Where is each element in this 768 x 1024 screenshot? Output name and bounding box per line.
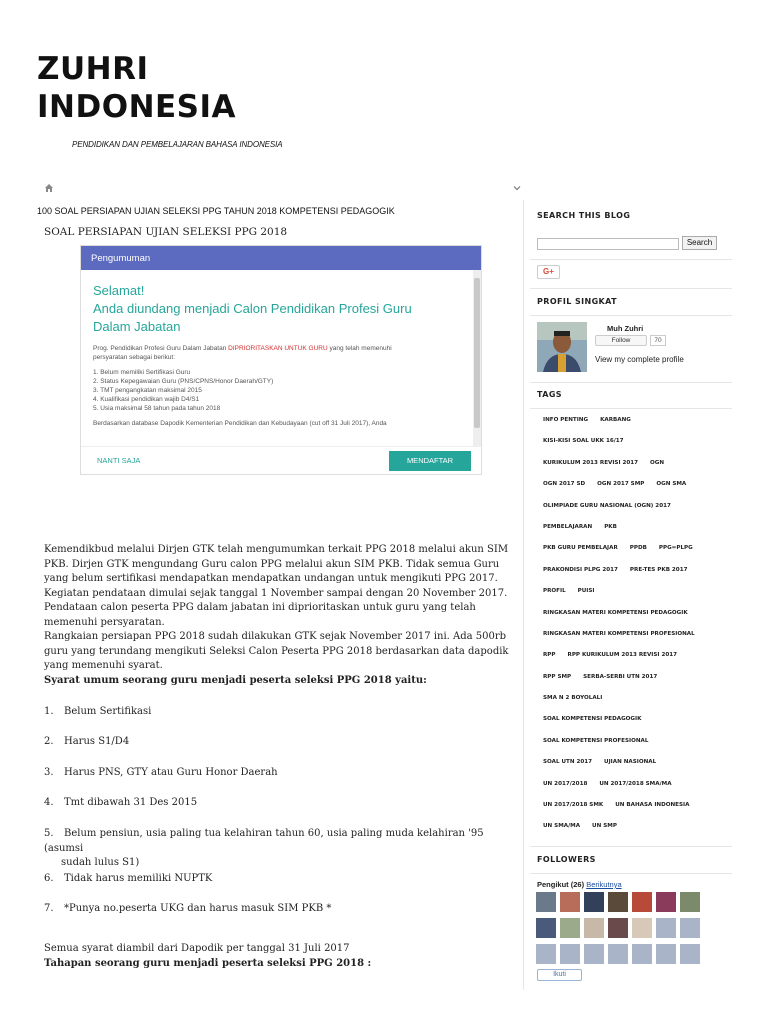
requirement-text: *Punya no.peserta UKG dan harus masuk SIM PKB * [64,903,332,914]
follower-avatar[interactable] [584,892,604,912]
tag-link[interactable]: UN SMP [592,823,617,830]
requirement-number: 2. [44,736,54,747]
search-widget-title: SEARCH THIS BLOG [537,211,631,220]
follower-avatar[interactable] [680,918,700,938]
tags-widget-title: TAGS [537,390,562,399]
announcement-item: 3. TMT pengangkatan maksimal 2015 [93,387,202,394]
tag-link[interactable]: PEMBELAJARAN [543,523,593,530]
follower-avatar[interactable] [632,918,652,938]
follower-avatar[interactable] [560,892,580,912]
tag-link[interactable]: SERBA-SERBI UTN 2017 [583,673,658,680]
follower-avatar[interactable] [608,892,628,912]
requirement-text: Harus PNS, GTY atau Guru Honor Daerah [64,767,278,778]
divider [530,315,732,316]
site-description: PENDIDIKAN DAN PEMBELAJARAN BAHASA INDONESIA [72,140,283,149]
tag-link[interactable]: UJIAN NASIONAL [604,759,657,766]
tag-link[interactable]: INFO PENTING [543,417,589,423]
requirement-number: 7. [44,903,54,914]
announcement-footer [81,446,481,474]
follower-avatar[interactable] [680,892,700,912]
tag-link[interactable]: PROFIL [543,588,566,595]
requirement-number: 3. [44,767,54,778]
tag-link[interactable]: SOAL KOMPETENSI PROFESIONAL [543,737,649,744]
tag-link[interactable]: OGN [650,459,665,466]
announcement-item: 5. Usia maksimal 58 tahun pada tahun 2018 [93,405,221,412]
requirement-continuation: sudah lulus S1) [61,857,140,869]
announcement-header: Pengumuman [81,246,481,270]
follower-avatar[interactable] [536,918,556,938]
requirement-item [44,705,514,720]
tag-link[interactable]: KURIKULUM 2013 REVISI 2017 [543,459,639,466]
follower-avatar[interactable] [584,918,604,938]
view-profile-link[interactable]: View my complete profile [595,355,684,364]
requirement-item [44,735,514,750]
tag-link[interactable]: RPP [543,652,556,659]
announcement-body [81,270,475,446]
follower-avatar[interactable] [560,918,580,938]
requirements-heading: Syarat umum seorang guru menjadi peserta seleksi PPG 2018 yaitu: [44,675,427,686]
tag-link[interactable]: PRE-TES PKB 2017 [629,566,688,573]
follower-avatar[interactable] [680,944,700,964]
follow-count: 70 [650,335,666,346]
follower-avatar[interactable] [632,944,652,964]
later-button: NANTI SAJA [97,456,141,465]
announcement-heading-line2: Dalam Jabatan [93,319,181,334]
divider [530,259,732,260]
tag-link[interactable]: KISI-KISI SOAL UKK 16/17 [543,438,624,445]
tag-link[interactable]: PKB [604,523,617,530]
requirement-text: Tmt dibawah 31 Des 2015 [64,797,198,808]
announcement-heading-line1: Anda diundang menjadi Calon Pendidikan Profesi Guru [93,301,412,316]
register-button: MENDAFTAR [389,451,471,471]
requirement-text: Belum Sertifikasi [64,706,152,717]
followers-next-link[interactable]: Berikutnya [586,880,622,889]
sidebar-divider [523,200,524,990]
paragraph-announcement: Kemendikbud melalui Dirjen GTK telah mengumumkan terkait PPG 2018 melalui akun SIM PKB. Dirjen GTK mengundang Guru calon PPG melalui akun SIM PKB. Tidak semua Guru yang belum sertifikasi mendapatkan mendapatkan undangan untuk mengikuti PPG 2017. Kegiatan pendataan dimulai sejak tanggal 1 November sampai dengan 20 November 2017. Pendataan calon peserta PPG dalam jabatan ini diprioritaskan untuk guru yang telah memenuhi persyaratan. [44,544,509,628]
tag-link[interactable]: OGN 2017 SD [543,481,586,488]
google-plus-icon[interactable]: G+ [537,265,560,279]
requirement-number: 1. [44,706,54,717]
followers-follow-button[interactable]: Ikuti [537,969,582,981]
tag-link[interactable]: PPG=PLPG [658,545,693,552]
follower-avatar[interactable] [560,944,580,964]
follower-avatar[interactable] [656,892,676,912]
post-subtitle: SOAL PERSIAPAN UJIAN SELEKSI PPG 2018 [44,226,288,238]
profile-widget-title: PROFIL SINGKAT [537,297,617,306]
requirement-item [44,766,514,781]
tag-link[interactable]: SMA N 2 BOYOLALI [543,695,603,702]
tag-link[interactable]: RPP KURIKULUM 2013 REVISI 2017 [567,652,678,659]
tag-cloud [537,413,727,841]
tag-link[interactable]: RPP SMP [543,673,572,680]
tag-link[interactable]: UN BAHASA INDONESIA [615,802,690,809]
follower-avatar[interactable] [584,944,604,964]
stages-heading: Tahapan seorang guru menjadi peserta seleksi PPG 2018 : [44,958,372,969]
tag-link[interactable]: OLIMPIADE GURU NASIONAL (OGN) 2017 [543,502,671,509]
closing-text: Semua syarat diambil dari Dapodik per tanggal 31 Juli 2017 [44,943,350,954]
follower-avatar[interactable] [608,944,628,964]
announcement-item: 2. Status Kepegawaian Guru (PNS/CPNS/Honor Daerah/GTY) [93,378,274,385]
tag-link[interactable]: UN SMA/MA [543,823,581,830]
search-input[interactable] [537,238,679,250]
announcement-intro-c: persyaratan sebagai berikut: [93,354,176,361]
follower-avatar[interactable] [536,944,556,964]
tag-link[interactable]: RINGKASAN MATERI KOMPETENSI PEDAGOGIK [543,609,688,616]
site-title-line1: ZUHRI [37,51,149,87]
tag-link[interactable]: UN 2017/2018 SMK [543,802,604,809]
tag-link[interactable]: SOAL UTN 2017 [543,759,593,766]
announcement-list [93,368,461,413]
announcement-screenshot [80,245,482,475]
tag-link[interactable]: PPDB [629,545,647,552]
divider [530,873,732,874]
follower-avatar[interactable] [656,918,676,938]
profile-name[interactable]: Muh Zuhri [607,324,644,333]
tag-link[interactable]: KARBANG [600,417,631,423]
search-button[interactable]: Search [682,236,717,250]
follower-avatar[interactable] [656,944,676,964]
requirement-number: 6. [44,873,54,884]
follow-button[interactable]: Follow [595,335,647,346]
followers-count-label: Pengikut (26) [537,880,585,889]
announcement-intro-b: yang telah memenuhi [327,345,392,352]
followers-count [537,880,622,889]
tag-link[interactable]: UN 2017/2018 [543,780,588,787]
announcement-scrollbar [473,270,481,446]
tag-link[interactable]: UN 2017/2018 SMA/MA [599,780,672,787]
follower-avatar[interactable] [608,918,628,938]
tag-link[interactable]: PRAKONDISI PLPG 2017 [543,566,618,573]
divider [530,408,732,409]
follower-avatar[interactable] [536,892,556,912]
chevron-down-icon[interactable] [512,178,524,190]
tag-link[interactable]: PUISI [577,588,595,595]
requirement-number: 5. [44,828,54,839]
site-title[interactable] [37,50,337,126]
post-title[interactable]: 100 SOAL PERSIAPAN UJIAN SELEKSI PPG TAHUN 2018 KOMPETENSI PEDAGOGIK [37,206,395,216]
tag-link[interactable]: OGN SMA [656,481,687,488]
requirement-item [44,902,514,917]
paragraph-preparation: Rangkaian persiapan PPG 2018 sudah dilakukan GTK sejak November 2017 ini. Ada 500rb guru yang terundang mengikuti Seleksi Calon Peserta PPG 2018 berdasarkan data dapodik yang memenuhi syarat. [44,631,509,672]
divider [530,382,732,383]
requirement-text: Tidak harus memiliki NUPTK [64,873,213,884]
requirement-item [44,872,514,887]
requirement-item [44,827,514,871]
announcement-footnote: Berdasarkan database Dapodik Kementerian Pendidikan dan Kebudayaan (cut off 31 Juli 2017), Anda [93,420,387,427]
followers-widget-title: FOLLOWERS [537,855,596,864]
avatar[interactable] [537,322,587,372]
divider [530,846,732,847]
announcement-intro-a: Prog. Pendidikan Profesi Guru Dalam Jabatan [93,345,229,352]
requirement-text: Harus S1/D4 [64,736,130,747]
follower-avatar[interactable] [632,892,652,912]
tag-link[interactable]: RINGKASAN MATERI KOMPETENSI PROFESIONAL [543,630,695,637]
home-icon[interactable] [44,178,56,190]
announcement-intro-highlight: DIPRIORITASKAN UNTUK GURU [228,345,328,352]
requirement-text: Belum pensiun, usia paling tua kelahiran tahun 60, usia paling muda kelahiran '95 (asumsi [44,828,484,854]
tag-link[interactable]: SOAL KOMPETENSI PEDAGOGIK [543,716,642,723]
announcement-item: 1. Belum memiliki Sertifikasi Guru [93,369,191,376]
requirement-item [44,796,514,811]
tag-link[interactable]: PKB GURU PEMBELAJAR [543,545,618,552]
announcement-item: 4. Kualifikasi pendidikan wajib D4/S1 [93,396,200,403]
divider [530,288,732,289]
announcement-heading: Selamat! [93,283,145,298]
site-title-line2: INDONESIA [37,89,237,125]
tag-link[interactable]: OGN 2017 SMP [597,481,645,488]
requirement-number: 4. [44,797,54,808]
announcement-intro [93,344,461,362]
